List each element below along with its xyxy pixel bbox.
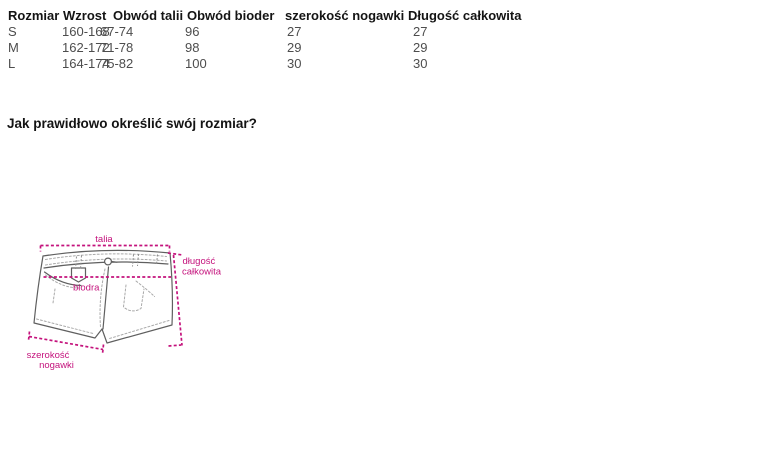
total-length-label-line1: długość [182,256,216,267]
table-cell: 29 [413,40,428,55]
column-header-obwod-bioder: Obwód bioder [187,8,275,23]
column-header-dlugosc-calkowita: Długość całkowita [408,8,522,23]
column-header-rozmiar: Rozmiar [8,8,60,23]
section-heading: Jak prawidłowo określić swój rozmiar? [7,116,257,131]
waist-label: talia [95,234,113,245]
table-row [0,24,760,40]
table-row [0,40,760,56]
column-header-obwod-talii: Obwód talii [113,8,184,23]
table-cell: 164-174 [62,56,110,71]
table-cell: 162-172 [62,40,110,55]
hips-label: biodra [73,282,100,294]
table-cell: S [8,24,17,39]
table-cell: L [8,56,16,71]
leg-width-label-line2: nogawki [39,360,74,371]
table-cell: 27 [413,24,428,39]
shorts-measurement-diagram [10,228,230,375]
size-table [0,0,760,90]
table-cell: 29 [287,40,302,55]
column-header-szerokosc-nogawki: szerokość nogawki [285,8,405,23]
table-cell: 67-74 [100,24,134,39]
table-cell: 96 [185,24,200,39]
buttonhole-line [112,262,118,263]
table-cell: 100 [185,56,207,71]
table-cell: 30 [413,56,428,71]
table-cell: 30 [287,56,302,71]
table-row [0,56,760,72]
total-length-label-line2: całkowita [182,266,222,278]
table-cell: 160-168 [62,24,110,39]
shorts-sketch [34,250,172,343]
leg-width-label-line1: szerokość [26,350,70,361]
column-header-wzrost: Wzrost [63,8,107,23]
button-icon [105,258,112,265]
table-cell: 75-82 [100,56,134,71]
table-cell: 98 [185,40,200,55]
table-cell: 71-78 [100,40,134,55]
table-cell: 27 [287,24,302,39]
table-cell: M [8,40,19,55]
